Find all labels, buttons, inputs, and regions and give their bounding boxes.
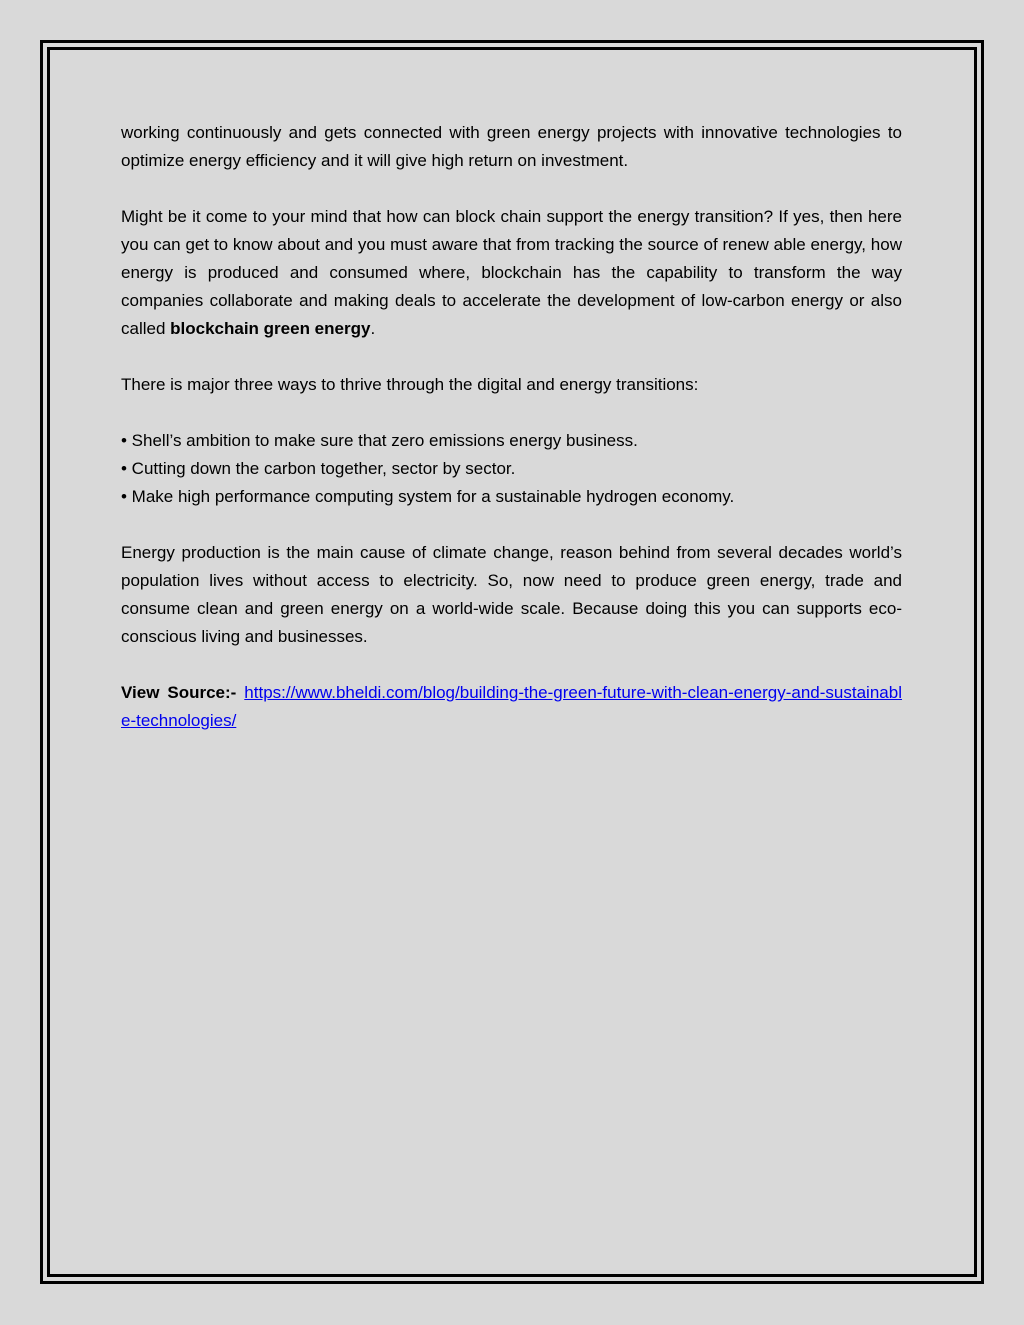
paragraph-2-text: Might be it come to your mind that how can block chain support the energy transition? If yes, then here you can get to know about and you must aware that from tracking the source of renew able energy, how energy is produced and consumed where, blockchain has the capability to transform the way companies collaborate and making deals to accelerate the development of low-carbon energy or also called	[121, 207, 902, 338]
source-link[interactable]: https://www.bheldi.com/blog/building-the-green-future-with-clean-energy-and-sustainable-technologies/	[121, 683, 902, 730]
list-item: • Make high performance computing system for a sustainable hydrogen economy.	[121, 487, 735, 506]
list-item: • Cutting down the carbon together, sector by sector.	[121, 459, 516, 478]
paragraph-1: working continuously and gets connected with green energy projects with innovative technologies to optimize energy efficiency and it will give high return on investment.	[121, 123, 902, 170]
paragraph-3: There is major three ways to thrive through the digital and energy transitions:	[121, 375, 699, 394]
document-body	[121, 119, 902, 763]
paragraph-2-end: .	[370, 319, 376, 338]
view-source	[121, 679, 902, 735]
bullet-list	[121, 427, 902, 511]
view-source-label: View Source:-	[121, 683, 237, 702]
list-item: • Shell’s ambition to make sure that zero emissions energy business.	[121, 431, 638, 450]
blockchain-green-energy-bold: blockchain green energy	[170, 319, 371, 338]
paragraph-2	[121, 203, 902, 343]
paragraph-4: Energy production is the main cause of climate change, reason behind from several decades world’s population lives without access to electricity. So, now need to produce green energy, trade and consume clean and green energy on a world-wide scale. Because doing this you can supports eco-conscious living and businesses.	[121, 543, 902, 646]
